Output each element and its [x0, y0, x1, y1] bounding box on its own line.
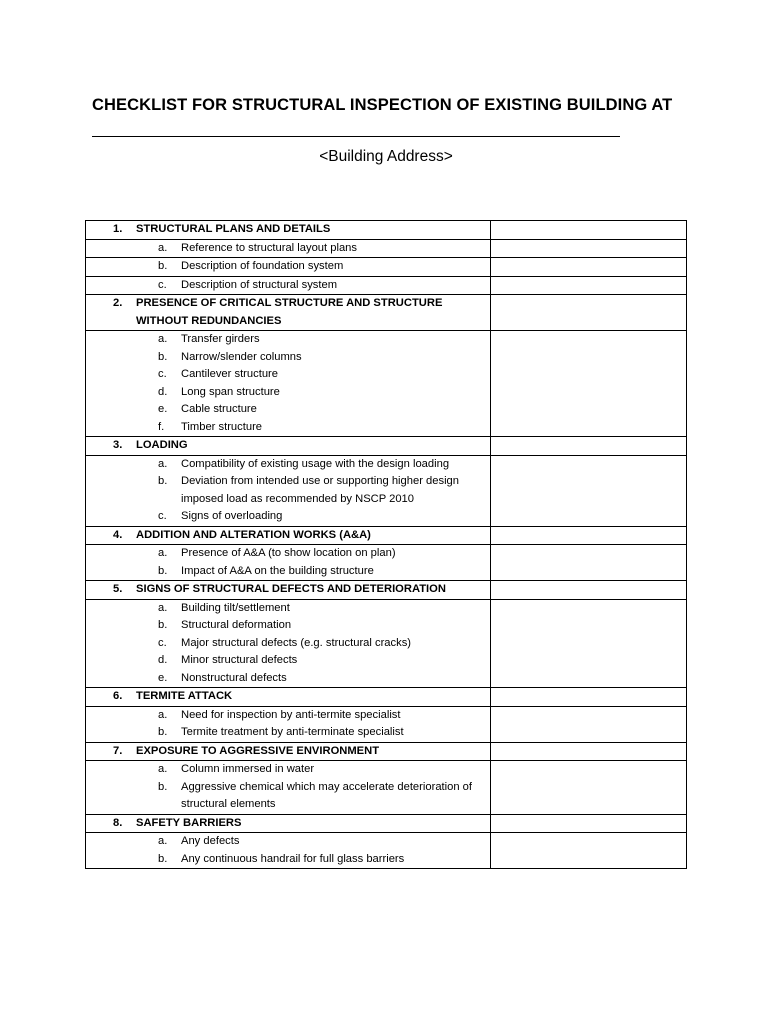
- check-cell[interactable]: [491, 706, 687, 742]
- item-text: Cantilever structure: [181, 368, 278, 380]
- check-cell[interactable]: [491, 276, 687, 295]
- inspection-checklist-table: [85, 220, 687, 869]
- section-number: 2.: [113, 297, 123, 309]
- section-heading: SIGNS OF STRUCTURAL DEFECTS AND DETERIORATION: [136, 583, 446, 595]
- item-row: [86, 276, 687, 295]
- item-text: Deviation from intended use or supporting higher design imposed load as recommended by NSCP 2010: [181, 475, 459, 505]
- section-number: 5.: [113, 583, 123, 595]
- section-row: [86, 221, 687, 240]
- item-letter: a.: [158, 241, 168, 254]
- address-blank-line: [92, 136, 620, 137]
- section-number: 6.: [113, 690, 123, 702]
- item-letter: a.: [158, 333, 168, 345]
- check-cell[interactable]: [491, 833, 687, 869]
- section-row: [86, 581, 687, 600]
- section-row: [86, 526, 687, 545]
- item-text: Compatibility of existing usage with the design loading: [181, 457, 450, 470]
- check-cell[interactable]: [491, 742, 687, 761]
- item-letter: a.: [158, 601, 168, 614]
- section-heading-cell: [86, 221, 491, 240]
- section-number: 1.: [113, 223, 123, 235]
- item-text: Presence of A&A (to show location on plan): [181, 547, 396, 559]
- section-heading: PRESENCE OF CRITICAL STRUCTURE AND STRUCTURE WITHOUT REDUNDANCIES: [136, 297, 443, 327]
- section-row: [86, 295, 687, 331]
- section-heading-cell: [86, 437, 491, 456]
- check-cell[interactable]: [491, 221, 687, 240]
- item-text: Long span structure: [181, 385, 280, 398]
- item-text: Transfer girders: [181, 333, 260, 345]
- building-address-placeholder: <Building Address>: [319, 148, 453, 165]
- item-letter: b.: [158, 780, 168, 793]
- item-letter: d.: [158, 385, 168, 398]
- item-text: Minor structural defects: [181, 654, 298, 666]
- item-text: Structural deformation: [181, 619, 292, 631]
- item-group-row: [86, 599, 687, 688]
- check-cell[interactable]: [491, 437, 687, 456]
- item-text: Building tilt/settlement: [181, 601, 290, 614]
- section-heading-cell: [86, 688, 491, 707]
- check-cell[interactable]: [491, 761, 687, 815]
- section-heading: SAFETY BARRIERS: [136, 816, 242, 829]
- check-cell[interactable]: [491, 239, 687, 258]
- section-number: 4.: [113, 528, 123, 541]
- item-letter: c.: [158, 510, 167, 522]
- section-heading-cell: [86, 295, 491, 331]
- check-cell[interactable]: [491, 814, 687, 833]
- item-letter: b.: [158, 475, 168, 487]
- item-text: Cable structure: [181, 403, 257, 415]
- section-heading: ADDITION AND ALTERATION WORKS (A&A): [136, 528, 371, 541]
- section-heading: TERMITE ATTACK: [136, 690, 233, 702]
- section-heading-cell: [86, 581, 491, 600]
- item-letter: e.: [158, 403, 168, 415]
- check-cell[interactable]: [491, 599, 687, 688]
- section-row: [86, 688, 687, 707]
- item-text: Impact of A&A on the building structure: [181, 564, 374, 577]
- item-text: Nonstructural defects: [181, 671, 287, 684]
- check-cell[interactable]: [491, 331, 687, 437]
- item-letter: e.: [158, 671, 168, 684]
- item-letter: c.: [158, 278, 167, 291]
- item-text: Narrow/slender columns: [181, 350, 302, 363]
- section-heading: LOADING: [136, 439, 188, 451]
- item-letter: b.: [158, 350, 168, 363]
- item-letter: a.: [158, 457, 168, 470]
- item-group-row: [86, 331, 687, 437]
- item-letter: b.: [158, 260, 168, 272]
- check-cell[interactable]: [491, 295, 687, 331]
- section-heading-cell: [86, 814, 491, 833]
- item-letter: b.: [158, 852, 168, 865]
- item-text: Termite treatment by anti-terminate specialist: [181, 726, 404, 738]
- section-heading-cell: [86, 742, 491, 761]
- section-number: 3.: [113, 439, 123, 451]
- check-cell[interactable]: [491, 526, 687, 545]
- item-letter: a.: [158, 708, 168, 721]
- section-heading: STRUCTURAL PLANS AND DETAILS: [136, 223, 331, 235]
- item-text: Timber structure: [181, 420, 263, 433]
- item-group-row: [86, 706, 687, 742]
- item-letter: d.: [158, 654, 168, 666]
- item-letter: a.: [158, 835, 168, 847]
- item-text: Description of foundation system: [181, 260, 344, 272]
- item-text: Column immersed in water: [181, 763, 315, 775]
- item-text: Reference to structural layout plans: [181, 241, 357, 254]
- item-text: Aggressive chemical which may accelerate deterioration of structural elements: [181, 780, 473, 810]
- section-row: [86, 814, 687, 833]
- item-text: Major structural defects (e.g. structural cracks): [181, 636, 412, 649]
- section-row: [86, 742, 687, 761]
- item-text: Need for inspection by anti-termite specialist: [181, 708, 401, 721]
- document-title: CHECKLIST FOR STRUCTURAL INSPECTION OF EXISTING BUILDING AT: [92, 96, 673, 114]
- item-text: Any continuous handrail for full glass barriers: [181, 852, 405, 865]
- section-heading-cell: [86, 526, 491, 545]
- item-group-row: [86, 833, 687, 869]
- item-group-row: [86, 455, 687, 526]
- item-row: [86, 239, 687, 258]
- item-letter: b.: [158, 564, 168, 577]
- item-letter: c.: [158, 636, 167, 649]
- item-text: Description of structural system: [181, 278, 338, 291]
- item-letter: c.: [158, 368, 167, 380]
- item-group-row: [86, 761, 687, 815]
- section-number: 8.: [113, 816, 123, 829]
- check-cell[interactable]: [491, 258, 687, 277]
- check-cell[interactable]: [491, 581, 687, 600]
- check-cell[interactable]: [491, 545, 687, 581]
- item-text: Any defects: [181, 835, 240, 847]
- item-letter: b.: [158, 619, 168, 631]
- item-group-row: [86, 545, 687, 581]
- item-letter: a.: [158, 547, 168, 559]
- item-letter: a.: [158, 763, 168, 775]
- check-cell[interactable]: [491, 688, 687, 707]
- section-number: 7.: [113, 744, 123, 757]
- item-letter: b.: [158, 726, 168, 738]
- section-row: [86, 437, 687, 456]
- check-cell[interactable]: [491, 455, 687, 526]
- item-letter: f.: [158, 420, 165, 433]
- item-row: [86, 258, 687, 277]
- section-heading: EXPOSURE TO AGGRESSIVE ENVIRONMENT: [136, 744, 380, 757]
- item-text: Signs of overloading: [181, 510, 283, 522]
